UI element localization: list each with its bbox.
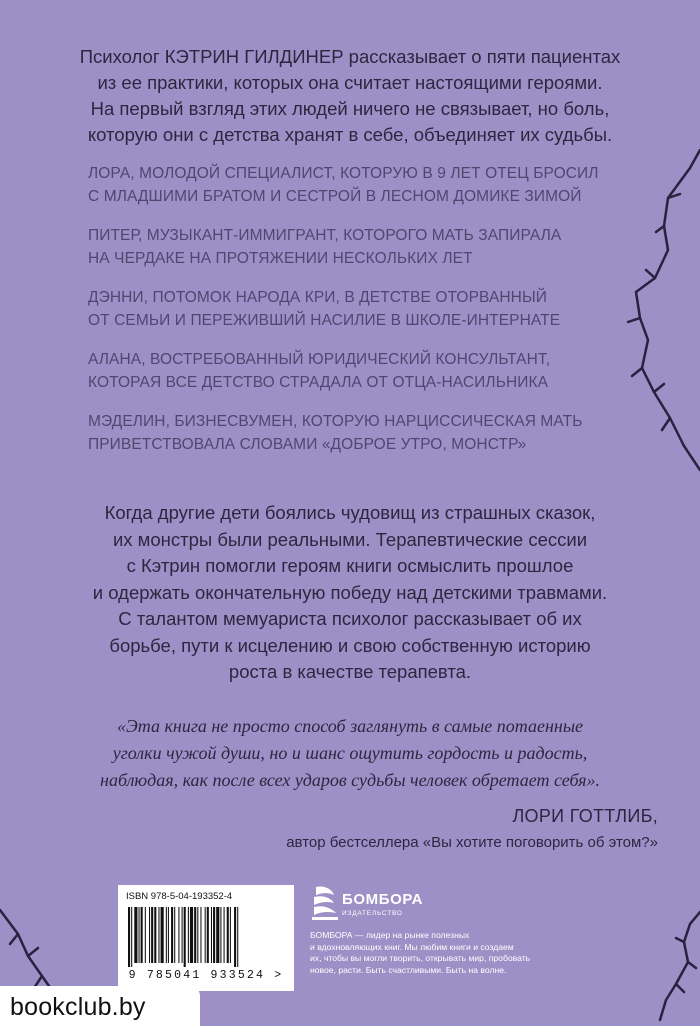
- barcode-bar: [171, 907, 173, 963]
- intro-line: На первый взгляд этих людей ничего не связывает, но боль,: [90, 98, 610, 119]
- summary-line: с Кэтрин помогли героям книги осмыслить прошлое: [126, 555, 574, 576]
- barcode-image: [126, 907, 286, 967]
- isbn-text: ISBN 978-5-04-193352-4: [126, 891, 233, 902]
- summary-line: борьбе, пути к исцелению и свою собственную историю: [109, 634, 591, 656]
- barcode-bar: [182, 907, 183, 963]
- quote-author-desc: автор бестселлера «Вы хотите поговорить об этом?»: [286, 834, 658, 851]
- quote-line: наблюдая, как после всех ударов судьбы человек обретает себя».: [100, 770, 600, 790]
- barcode-bar: [205, 907, 206, 963]
- barcode-bar: [200, 907, 201, 963]
- hero-line: ПИТЕР, МУЗЫКАНТ-ИММИГРАНТ, КОТОРОГО МАТЬ ЗАПИРАЛА: [88, 227, 562, 244]
- barcode-bar: [161, 907, 164, 963]
- barcode-bar: [234, 907, 236, 967]
- summary-line: их монстры были реальными. Терапевтические сессии: [112, 528, 588, 550]
- barcode-bar: [149, 907, 150, 963]
- barcode-bar: [184, 907, 186, 967]
- barcode-bar: [211, 907, 212, 963]
- hero-item-danny: [88, 286, 608, 332]
- hero-item-lora: [88, 162, 608, 208]
- barcode-bar: [145, 907, 146, 963]
- publisher-subtitle: ИЗДАТЕЛЬСТВО: [342, 910, 403, 917]
- barcode-bar: [197, 907, 198, 963]
- hero-line: АЛАНА, ВОСТРЕБОВАННЫЙ ЮРИДИЧЕСКИЙ КОНСУЛЬТАНТ,: [88, 351, 551, 368]
- barcode-bar: [128, 907, 130, 967]
- barcode-bar: [141, 907, 143, 963]
- quote-line: «Эта книга не просто способ заглянуть в самые потаенные: [116, 716, 583, 736]
- watermark-badge: [0, 986, 200, 1026]
- barcode-bar: [134, 907, 137, 963]
- publisher-desc-line: их, чтобы вы могли творить, открывать мир, пробовать: [310, 953, 531, 964]
- summary-line: и одержать окончательную победу над детскими травмами.: [92, 581, 608, 603]
- barcode-bar: [168, 907, 169, 963]
- barcode-bar: [131, 907, 132, 967]
- barcode-bar: [230, 907, 231, 963]
- hero-item-alana: [88, 348, 608, 394]
- quote-author-name: ЛОРИ ГОТТЛИБ,: [512, 806, 658, 826]
- barcode-bar: [220, 907, 221, 963]
- testimonial-quote: [0, 713, 700, 794]
- barcode-bar: [188, 907, 189, 963]
- barcode-digits: 9 785041 933524 >: [128, 969, 284, 982]
- barcode-bar: [190, 907, 193, 963]
- publisher-desc-line: новое, расти. Быть счастливыми. Быть на волне.: [310, 964, 507, 975]
- barcode-bar: [178, 907, 179, 963]
- publisher-desc-line: и вдохновляющих книг. Мы любим книги и создаем: [310, 941, 514, 952]
- heroes-list: [88, 162, 608, 472]
- barcode-bar: [207, 907, 209, 963]
- watermark-text: bookclub.by: [10, 993, 146, 1021]
- publisher-description: [310, 930, 600, 976]
- intro-line: которую они с детства хранят в себе, объединяет их судьбы.: [87, 124, 613, 145]
- bombora-wave-icon: [310, 883, 340, 923]
- barcode-bar: [151, 907, 153, 963]
- intro-line: из ее практики, которых она считает настоящими героями.: [97, 72, 603, 93]
- intro-line: Психолог КЭТРИН ГИЛДИНЕР рассказывает о пяти пациентах: [79, 46, 621, 67]
- hero-line: ПРИВЕТСТВОВАЛА СЛОВАМИ «ДОБРОЕ УТРО, МОНСТР»: [88, 436, 527, 453]
- publisher-desc-line: БОМБОРА — лидер на рынке полезных: [310, 930, 470, 940]
- summary-line: роста в качестве терапевта.: [228, 661, 472, 682]
- hero-line: КОТОРАЯ ВСЕ ДЕТСТВО СТРАДАЛА ОТ ОТЦА-НАСИЛЬНИКА: [88, 374, 549, 391]
- hero-line: НА ЧЕРДАКЕ НА ПРОТЯЖЕНИИ НЕСКОЛЬКИХ ЛЕТ: [88, 250, 473, 267]
- barcode-bar: [237, 907, 238, 967]
- barcode-bar: [158, 907, 159, 963]
- intro-paragraph: [0, 44, 700, 148]
- barcode-bar: [227, 907, 229, 963]
- publisher-name: БОМБОРА: [342, 891, 424, 908]
- barcode-bar: [213, 907, 215, 963]
- barcode-bar: [216, 907, 219, 963]
- barcode-bar: [154, 907, 156, 963]
- hero-line: С МЛАДШИМИ БРАТОМ И СЕСТРОЙ В ЛЕСНОМ ДОМИКЕ ЗИМОЙ: [88, 188, 582, 205]
- hero-item-peter: [88, 224, 608, 270]
- hero-item-madeline: [88, 410, 608, 456]
- barcode-bar: [139, 907, 140, 963]
- barcode-bar: [194, 907, 196, 963]
- quote-line: уголки чужой души, но и шанс ощутить гордость и радость,: [112, 743, 588, 763]
- barcode-bar: [166, 907, 167, 963]
- hero-line: ЛОРА, МОЛОДОЙ СПЕЦИАЛИСТ, КОТОРУЮ В 9 ЛЕТ ОТЕЦ БРОСИЛ: [88, 165, 599, 182]
- summary-line: С талантом мемуариста психолог рассказывает об их: [118, 608, 582, 629]
- hero-line: МЭДЕЛИН, БИЗНЕСВУМЕН, КОТОРУЮ НАРЦИССИЧЕСКАЯ МАТЬ: [88, 413, 583, 430]
- summary-line: Когда другие дети боялись чудовищ из страшных сказок,: [104, 502, 596, 523]
- barcode-panel: [118, 885, 294, 991]
- barcode-bar: [224, 907, 225, 963]
- hero-line: ДЭННИ, ПОТОМОК НАРОДА КРИ, В ДЕТСТВЕ ОТОРВАННЫЙ: [88, 289, 548, 306]
- summary-paragraph: [0, 500, 700, 686]
- barcode-bar: [174, 907, 175, 963]
- hero-line: ОТ СЕМЬИ И ПЕРЕЖИВШИЙ НАСИЛИЕ В ШКОЛЕ-ИНТЕРНАТЕ: [88, 312, 561, 329]
